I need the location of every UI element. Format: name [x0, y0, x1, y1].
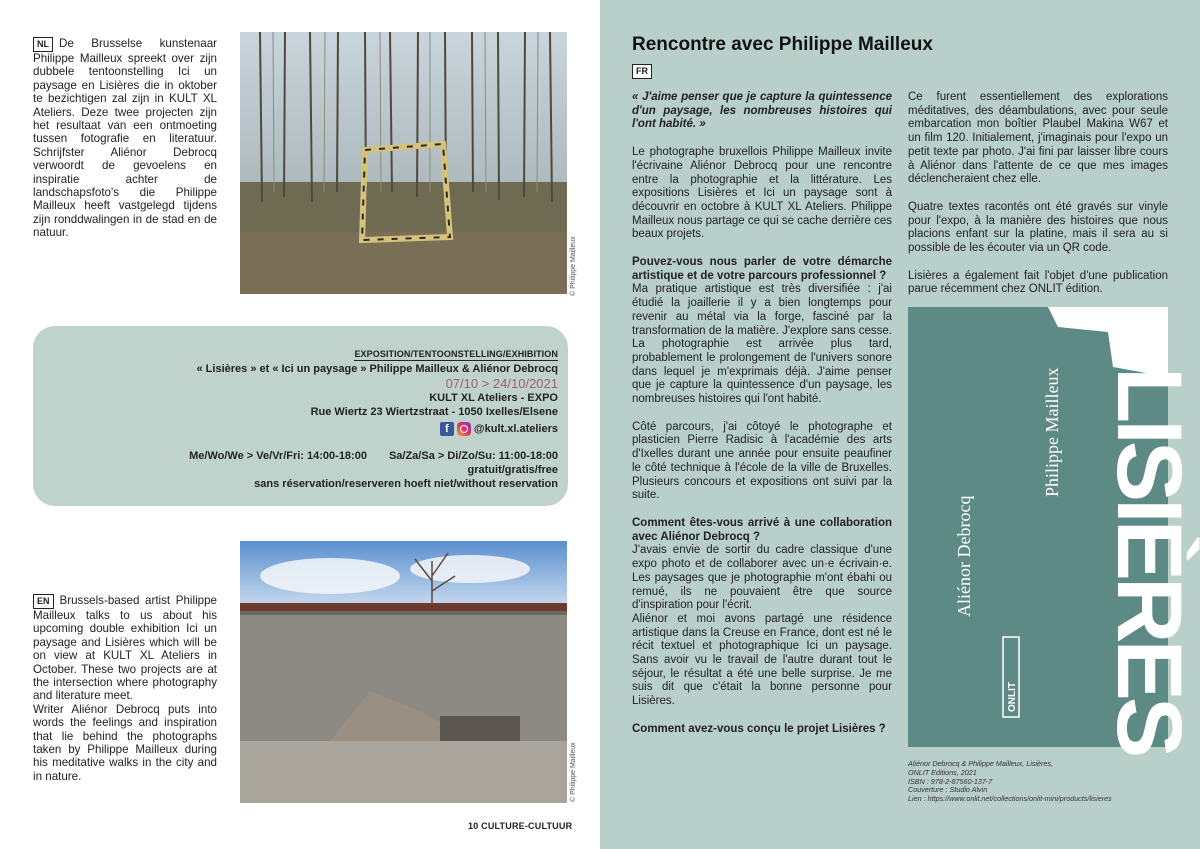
caption-line-1: Aliénor Debrocq & Philippe Mailleux, Lisières, [908, 759, 1054, 768]
caption-link[interactable]: Lien : https://www.onlit.net/collections/onlit-mini/products/lisieres [908, 794, 1112, 804]
intro-paragraph: Le photographe bruxellois Philippe Mailleux invite l'écrivaine Aliénor Debrocq pour une rencontre entre la photographie et la littérature. Les expositions Lisières et Ici un paysage sont à découvrir en octobre à KULT XL Ateliers. Philippe Mailleux nous partage ce qui se cache derrière ces beaux projets. [632, 146, 892, 241]
en-text-1: Brussels-based artist Philippe Mailleux talks to us about his upcoming double exhibition Ici un paysage and Lisières which will be on view at KULT XL Ateliers in October. These two projects are at the intersection where photography and literature meet. [33, 594, 217, 703]
en-paragraph [33, 594, 217, 783]
photo-credit-1: © Philippe Mailleux [570, 236, 577, 296]
book-caption [908, 760, 1168, 804]
page-footer [468, 821, 572, 831]
answer-1b: Côté parcours, j'ai côtoyé le photographe et plasticien Pierre Radisic à l'académie des arts d'Ixelles durant une année pour ensuite peaufiner le côté technique à l'école de la ville de Bruxelles. Plusieurs concours et expositions ont suivi par la suite. [632, 420, 892, 502]
social-links [33, 422, 558, 436]
hours-weekday: Me/Wo/We > Ve/Vr/Fri: 14:00-18:00 [189, 450, 367, 462]
social-handle[interactable]: @kult.xl.ateliers [473, 423, 558, 435]
facebook-icon[interactable]: f [440, 422, 454, 436]
answer-3: Ce furent essentiellement des explorations méditatives, des déambulations, avec pour seule embarcation mon boîtier Plaubel Makina W67 et un film 120. Initialement, j'imaginais pour l'expo un petit texte par photo. J'ai fini par laisser libre cours à Aliénor dans l'attente de ce que mes images déclencheraient chez elle. [908, 91, 1168, 186]
answer-2b: Aliénor et moi avons partagé une résidence artistique dans la Creuse en France, dont est né le récit textuel et photographique Ici un paysage. Sans avoir vu le travail de l'autre durant tout le séjour, le résultat a été une belle surprise. Je me suis dit que c'était la bonne personne pour Lisières. [632, 612, 892, 708]
photo-wall-and-sky [240, 541, 567, 803]
venue-name: KULT XL Ateliers - EXPO [429, 392, 558, 404]
en-language-tag: EN [33, 594, 54, 609]
photo-frame-in-forest [240, 32, 567, 294]
question-2: Comment êtes-vous arrivé à une collaboration avec Aliénor Debrocq ? [632, 516, 892, 543]
opening-hours [33, 450, 558, 463]
article-title: Rencontre avec Philippe Mailleux [632, 34, 933, 55]
page-number: 10 [468, 821, 479, 831]
caption-line-2: ONLIT Editions, 2021 [908, 767, 977, 777]
article-column-1 [632, 91, 892, 737]
book-author-1: Aliénor Debrocq [954, 495, 974, 617]
right-page [600, 0, 1200, 849]
exhibition-info-box [33, 326, 568, 506]
reservation-info: sans réservation/reserveren hoeft niet/without reservation [254, 478, 558, 490]
vinyl-paragraph: Quatre textes racontés ont été gravés sur vinyle pour l'expo, à la manière des histoires que nous placions enfant sur la platine, mais il sera au si possible de les écouter via un QR code. [908, 200, 1168, 255]
book-title-art: LISIÈRES [1098, 367, 1200, 755]
nl-text: De Brusselse kunstenaar Philippe Mailleux spreekt over zijn dubbele tentoonstelling Ici un paysage en Lisières die in oktober te bezichtigen zal zijn in KULT XL Ateliers. Deze twee projecten zijn het resultaat van een ontmoeting tussen fotografie en literatuur. Schrijfster Aliénor Debrocq verwoordt de gevoelens en inspiratie achter de landschapsfoto's die Philippe Mailleux heeft vastgelegd tijdens zijn ronddwalingen in de stad en de natuur. [33, 37, 217, 240]
exhibition-label: EXPOSITION/TENTOONSTELLING/EXHIBITION [354, 349, 558, 359]
intro-quote: « J'aime penser que je capture la quintessence d'un paysage, les nombreuses histoires qui l'ont habité. » [632, 91, 892, 131]
book-publisher: ONLIT [1007, 682, 1018, 712]
nl-paragraph [33, 37, 217, 240]
exhibition-title: « Lisières » et « Ici un paysage » Philippe Mailleux & Aliénor Debrocq [196, 363, 558, 375]
en-text-2: Writer Aliénor Debrocq puts into words the feelings and inspiration that lie behind the photographs taken by Philippe Mailleux during his meditative walks in the city and in nature. [33, 702, 217, 783]
publication-paragraph: Lisières a également fait l'objet d'une publication parue récemment chez ONLIT édition. [908, 269, 1168, 296]
price-info: gratuit/gratis/free [467, 464, 558, 476]
section-name: CULTURE-CULTUUR [481, 821, 573, 831]
nl-language-tag: NL [33, 37, 53, 52]
answer-2: J'avais envie de sortir du cadre classique d'une expo photo et de collaborer avec un·e écrivain·e. Les paysages que je photographie m'ont ébahi ou remué, ils ne pouvaient être que source d'inspiration pour l'écrit. [632, 544, 892, 612]
article-column-2 [908, 91, 1168, 311]
hours-weekend: Sa/Za/Sa > Di/Zo/Su: 11:00-18:00 [388, 450, 558, 462]
exhibition-dates: 07/10 > 24/10/2021 [445, 376, 558, 391]
fr-language-tag: FR [632, 64, 652, 79]
venue-address: Rue Wiertz 23 Wiertzstraat - 1050 Ixelles/Elsene [310, 406, 558, 418]
photo-credit-2: © Philippe Mailleux [570, 742, 577, 802]
instagram-icon[interactable] [457, 422, 471, 436]
book-author-2: Philippe Mailleux [1042, 367, 1062, 497]
question-3: Comment avez-vous conçu le projet Lisières ? [632, 722, 886, 735]
caption-line-4: Couverture : Studio Alvin [908, 785, 988, 795]
book-cover [908, 307, 1200, 755]
question-1: Pouvez-vous nous parler de votre démarche artistique et de votre parcours professionnel ? [632, 256, 892, 282]
answer-1: Ma pratique artistique est très diversifiée : j'ai étudié la joaillerie il y a bien longtemps pour revenir au métal via la forge, fasciné par la transformation de la matière. J'explore sans cesse. La photographie est arrivée plus tard, probablement le prolongement de l'univers sonore dans lequel je m'exprimais déjà. J'aime penser que je capture la quintessence d'un paysage, les nombreuses histoires qui l'ont habité. [632, 283, 892, 406]
caption-line-3: ISBN : 978-2-87560-137-7 [908, 776, 993, 786]
